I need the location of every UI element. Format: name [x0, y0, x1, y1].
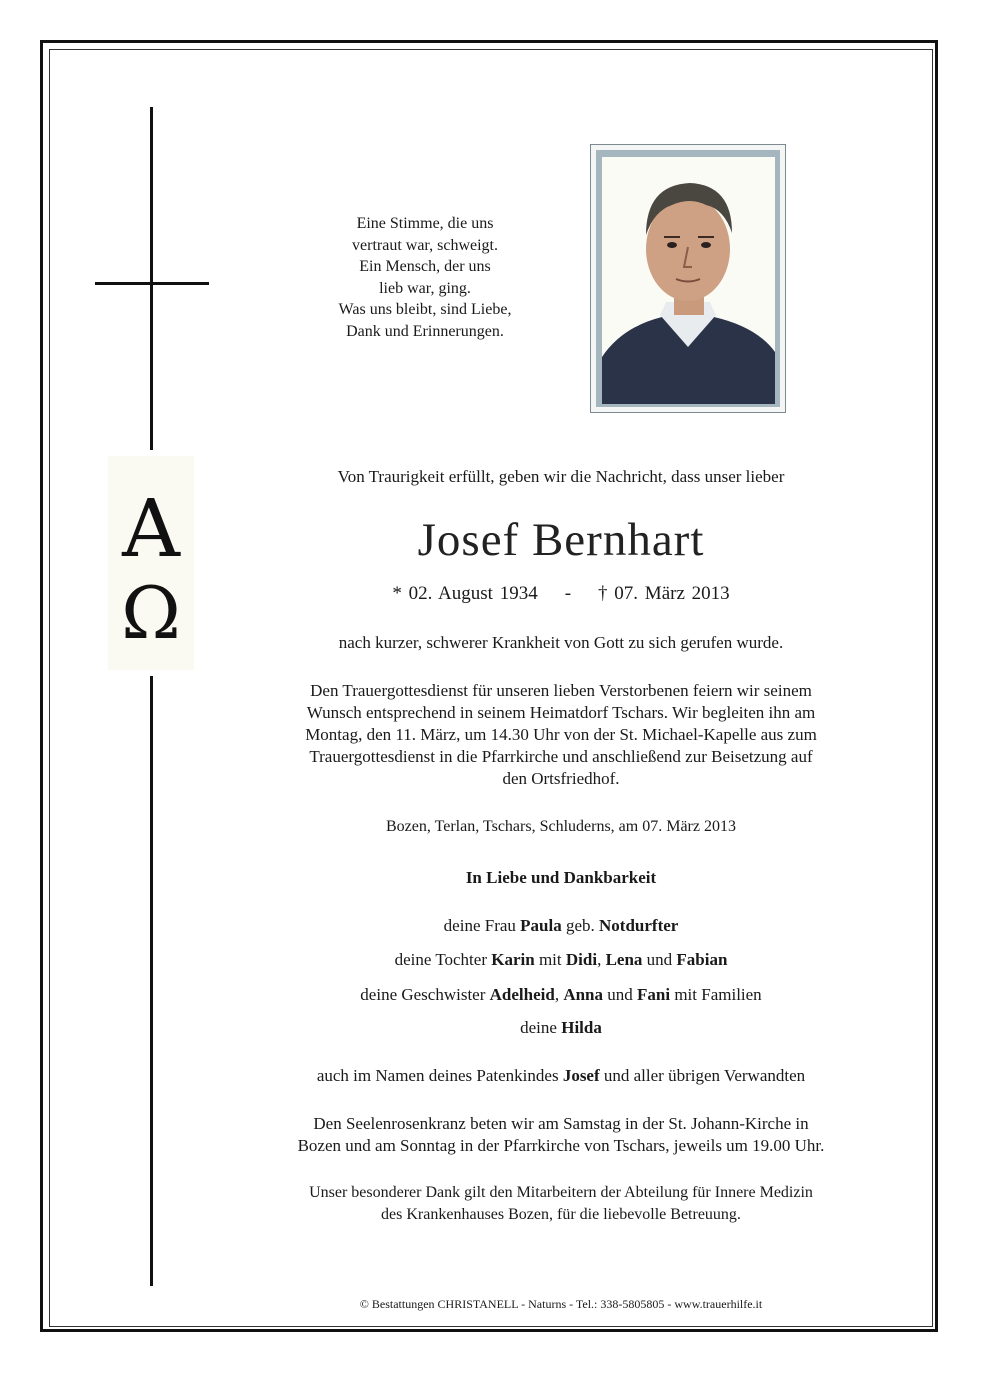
- cross-lower-stem: [150, 676, 153, 1286]
- birth-date: * 02. August 1934: [392, 583, 538, 604]
- mourner-name: Notdurfter: [599, 916, 679, 935]
- mourner-text: und aller übrigen Verwandten: [603, 1066, 806, 1085]
- mourner-name: Fabian: [676, 950, 728, 969]
- mourner-name: Didi: [565, 950, 598, 969]
- mourner-name: Anna: [563, 985, 604, 1004]
- mourner-prefix: deine Geschwister: [360, 985, 486, 1004]
- mourner-text: mit Familien: [674, 985, 762, 1004]
- alpha-symbol: A: [122, 482, 180, 575]
- alpha-omega-icon: [108, 456, 194, 670]
- poem-line: Eine Stimme, die uns: [356, 215, 494, 232]
- mourner-prefix: deine Tochter: [394, 950, 487, 969]
- mourner-text: mit: [538, 950, 562, 969]
- mourner-wife: [200, 916, 922, 936]
- footer-credit: © Bestattungen CHRISTANELL - Naturns - Tel.: 338-5805805 - www.trauerhilfe.it: [359, 1297, 763, 1311]
- omega-symbol: Ω: [121, 571, 181, 655]
- love-heading: In Liebe und Dankbarkeit: [465, 868, 657, 887]
- mourner-text: geb.: [565, 916, 595, 935]
- deceased-name: Josef Bernhart: [417, 514, 705, 566]
- mourner-prefix: deine Frau: [443, 916, 516, 935]
- thanks-line: Unser besonderer Dank gilt den Mitarbeitern der Abteilung für Innere Medizin: [309, 1184, 813, 1201]
- life-dates: [200, 583, 922, 605]
- mourner-text: und: [607, 985, 633, 1004]
- thanks-line: des Krankenhauses Bozen, für die liebevolle Betreuung.: [381, 1206, 741, 1223]
- service-line: Trauergottesdienst in die Pfarrkirche und anschließend zur Beisetzung auf: [309, 747, 813, 766]
- service-line: Wunsch entsprechend in seinem Heimatdorf Tschars. Wir begleiten ihn am: [306, 703, 816, 722]
- mourner-name: Fani: [637, 985, 671, 1004]
- portrait-photo: [602, 157, 775, 404]
- service-line: Montag, den 11. März, um 14.30 Uhr von der St. Michael-Kapelle aus zum: [305, 725, 817, 744]
- funeral-service-text: [200, 680, 922, 790]
- rosary-line: Den Seelenrosenkranz beten wir am Samstag in der St. Johann-Kirche in: [313, 1114, 809, 1133]
- mourner-name: Lena: [605, 950, 643, 969]
- rosary-line: Bozen und am Sonntag in der Pfarrkirche von Tschars, jeweils um 19.00 Uhr.: [297, 1136, 825, 1155]
- intro-text: Von Traurigkeit erfüllt, geben wir die Nachricht, dass unser lieber: [337, 467, 785, 486]
- mourner-prefix: auch im Namen deines Patenkindes: [316, 1066, 559, 1085]
- death-date: † 07. März 2013: [598, 583, 730, 604]
- cross-beam: [95, 282, 209, 285]
- poem-line: vertraut war, schweigt.: [352, 236, 498, 254]
- date-separator: -: [564, 583, 572, 604]
- alpha-omega-emblem: [108, 456, 194, 670]
- mourner-daughter: [200, 950, 922, 970]
- mourner-name: Adelheid: [489, 985, 555, 1004]
- poem-line: Was uns bleibt, sind Liebe,: [338, 301, 512, 318]
- poem-line: Ein Mensch, der uns: [359, 258, 491, 275]
- mourner-name: Karin: [491, 950, 535, 969]
- mourner-prefix: deine: [520, 1018, 557, 1037]
- thanks-text: [200, 1182, 922, 1226]
- poem-line: Dank und Erinnerungen.: [346, 322, 504, 340]
- service-line: Den Trauergottesdienst für unseren lieben Verstorbenen feiern wir seinem: [310, 681, 812, 700]
- rosary-text: [200, 1113, 922, 1157]
- passing-text: nach kurzer, schwerer Krankheit von Gott zu sich gerufen wurde.: [338, 633, 784, 652]
- poem: [316, 213, 534, 342]
- mourner-text: und: [646, 950, 673, 969]
- place-and-date: Bozen, Terlan, Tschars, Schluderns, am 07. März 2013: [386, 818, 736, 835]
- mourner-name: Josef: [562, 1066, 600, 1085]
- service-line: den Ortsfriedhof.: [502, 769, 620, 788]
- mourner-godchild: [200, 1066, 922, 1086]
- poem-line: lieb war, ging.: [379, 279, 471, 297]
- mourner-siblings: [200, 985, 922, 1005]
- mourner-text: ,: [597, 950, 602, 969]
- cross-upper-stem: [150, 107, 153, 450]
- mourner-name: Paula: [520, 916, 562, 935]
- mourner-hilda: [200, 1018, 922, 1038]
- portrait-icon: [602, 157, 775, 404]
- mourner-name: Hilda: [561, 1018, 602, 1037]
- mourner-text: ,: [554, 985, 560, 1004]
- portrait-frame: [590, 144, 786, 413]
